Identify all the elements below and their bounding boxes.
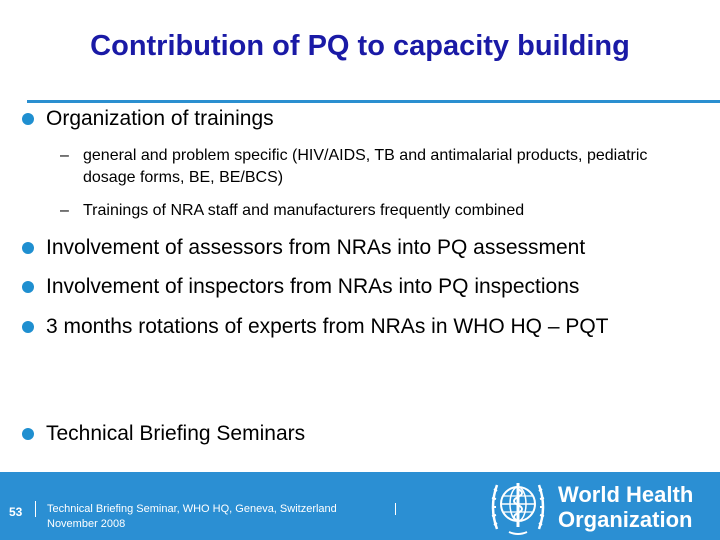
dash-icon: –	[60, 202, 69, 219]
footer-date-line: November 2008	[47, 518, 126, 530]
who-emblem-icon	[487, 477, 549, 537]
slide-title: Contribution of PQ to capacity building	[90, 30, 630, 62]
bullet-dot-icon	[22, 321, 34, 333]
bullet-text: Involvement of inspectors from NRAs into PQ inspections	[46, 275, 580, 298]
bullet-item	[22, 106, 702, 132]
footer-bar	[0, 472, 720, 540]
dash-icon: –	[60, 147, 69, 164]
bullet-item	[22, 274, 712, 300]
who-logo-line: World Health	[558, 482, 694, 507]
subbullet-text: general and problem specific (HIV/AIDS, TB and antimalarial products, pediatric dosage forms, BE, BE/BCS)	[83, 147, 648, 186]
bullet-text: Technical Briefing Seminars	[46, 422, 306, 445]
bullet-item	[22, 235, 712, 261]
bullet-item	[22, 421, 712, 447]
subbullet-item	[60, 200, 700, 222]
bullet-text: 3 months rotations of experts from NRAs in WHO HQ – PQT	[46, 315, 609, 338]
footer-event-line: Technical Briefing Seminar, WHO HQ, Geneva, Switzerland	[47, 503, 337, 515]
bullet-item	[22, 314, 690, 340]
subbullet-item	[60, 145, 680, 189]
footer-event-text	[47, 502, 337, 532]
bullet-dot-icon	[22, 242, 34, 254]
bullet-dot-icon	[22, 281, 34, 293]
title-underline	[27, 100, 720, 103]
bullet-dot-icon	[22, 428, 34, 440]
subbullet-text: Trainings of NRA staff and manufacturers frequently combined	[83, 202, 525, 219]
footer-divider	[395, 503, 396, 515]
bullet-text: Involvement of assessors from NRAs into PQ assessment	[46, 236, 586, 259]
bullet-dot-icon	[22, 113, 34, 125]
who-logo-line: Organization	[558, 507, 693, 532]
who-logo-wordmark	[558, 482, 693, 532]
footer-divider	[35, 501, 36, 517]
page-number: 53	[9, 505, 23, 519]
bullet-text: Organization of trainings	[46, 107, 274, 130]
